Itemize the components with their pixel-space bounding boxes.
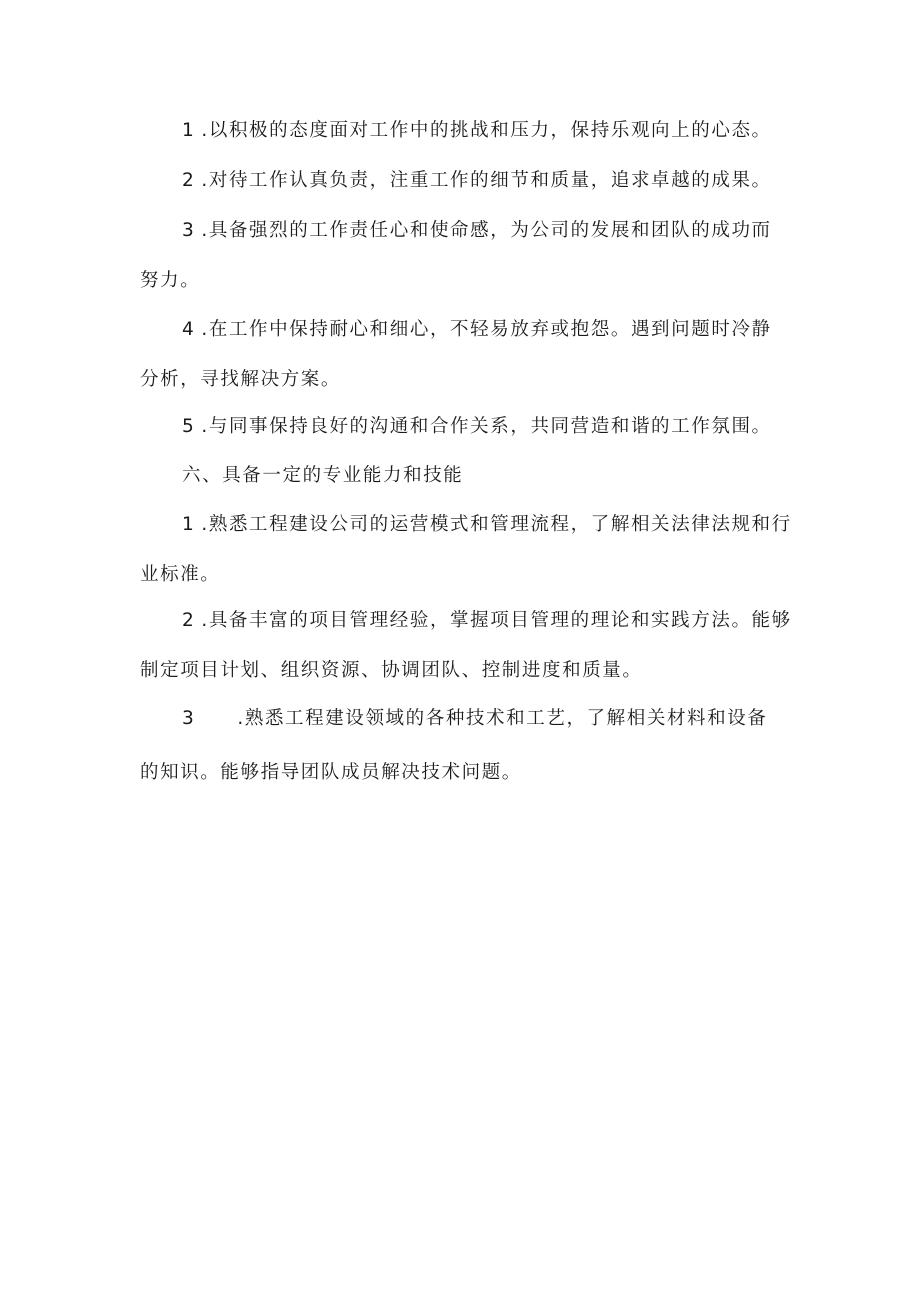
item-text-continued: 努力。 [140, 270, 201, 291]
list-item [140, 156, 782, 206]
list-item [140, 106, 782, 156]
list-item [140, 305, 782, 405]
item-text: .在工作中保持耐心和细心，不轻易放弃或抱怨。遇到问题时冷静 [201, 319, 772, 340]
item-number: 1 [182, 514, 196, 535]
item-text: .熟悉工程建设公司的运营模式和管理流程，了解相关法律法规和行 [201, 514, 792, 535]
section-heading: 六、具备一定的专业能力和技能 [182, 465, 464, 486]
item-text: .具备丰富的项目管理经验，掌握项目管理的理论和实践方法。能够 [201, 610, 792, 631]
item-text-continued: 业标准。 [140, 564, 221, 585]
item-text-continued: 的知识。能够指导团队成员解决技术问题。 [140, 762, 522, 783]
item-text-continued: 制定项目计划、组织资源、协调团队、控制进度和质量。 [140, 660, 643, 681]
item-text: .熟悉工程建设领域的各种技术和工艺，了解相关材料和设备 [237, 708, 768, 729]
item-text: .具备强烈的工作责任心和使命感，为公司的发展和团队的成功而 [201, 220, 772, 241]
list-item [140, 500, 792, 600]
item-text: .对待工作认真负责，注重工作的细节和质量，追求卓越的成果。 [201, 170, 772, 191]
list-item [140, 596, 792, 696]
item-number: 4 [182, 319, 196, 340]
item-text-continued: 分析，寻找解决方案。 [140, 369, 342, 390]
list-item [140, 402, 782, 452]
item-number: 3 [182, 708, 196, 729]
item-text: .与同事保持良好的沟通和合作关系，共同营造和谐的工作氛围。 [201, 416, 772, 437]
item-number: 2 [182, 170, 196, 191]
item-text: .以积极的态度面对工作中的挑战和压力，保持乐观向上的心态。 [201, 120, 772, 141]
item-number: 3 [182, 220, 196, 241]
item-number: 5 [182, 416, 196, 437]
item-number: 2 [182, 610, 196, 631]
section-heading-row [140, 451, 782, 501]
item-number: 1 [182, 120, 196, 141]
list-item [140, 694, 782, 798]
list-item [140, 206, 782, 306]
